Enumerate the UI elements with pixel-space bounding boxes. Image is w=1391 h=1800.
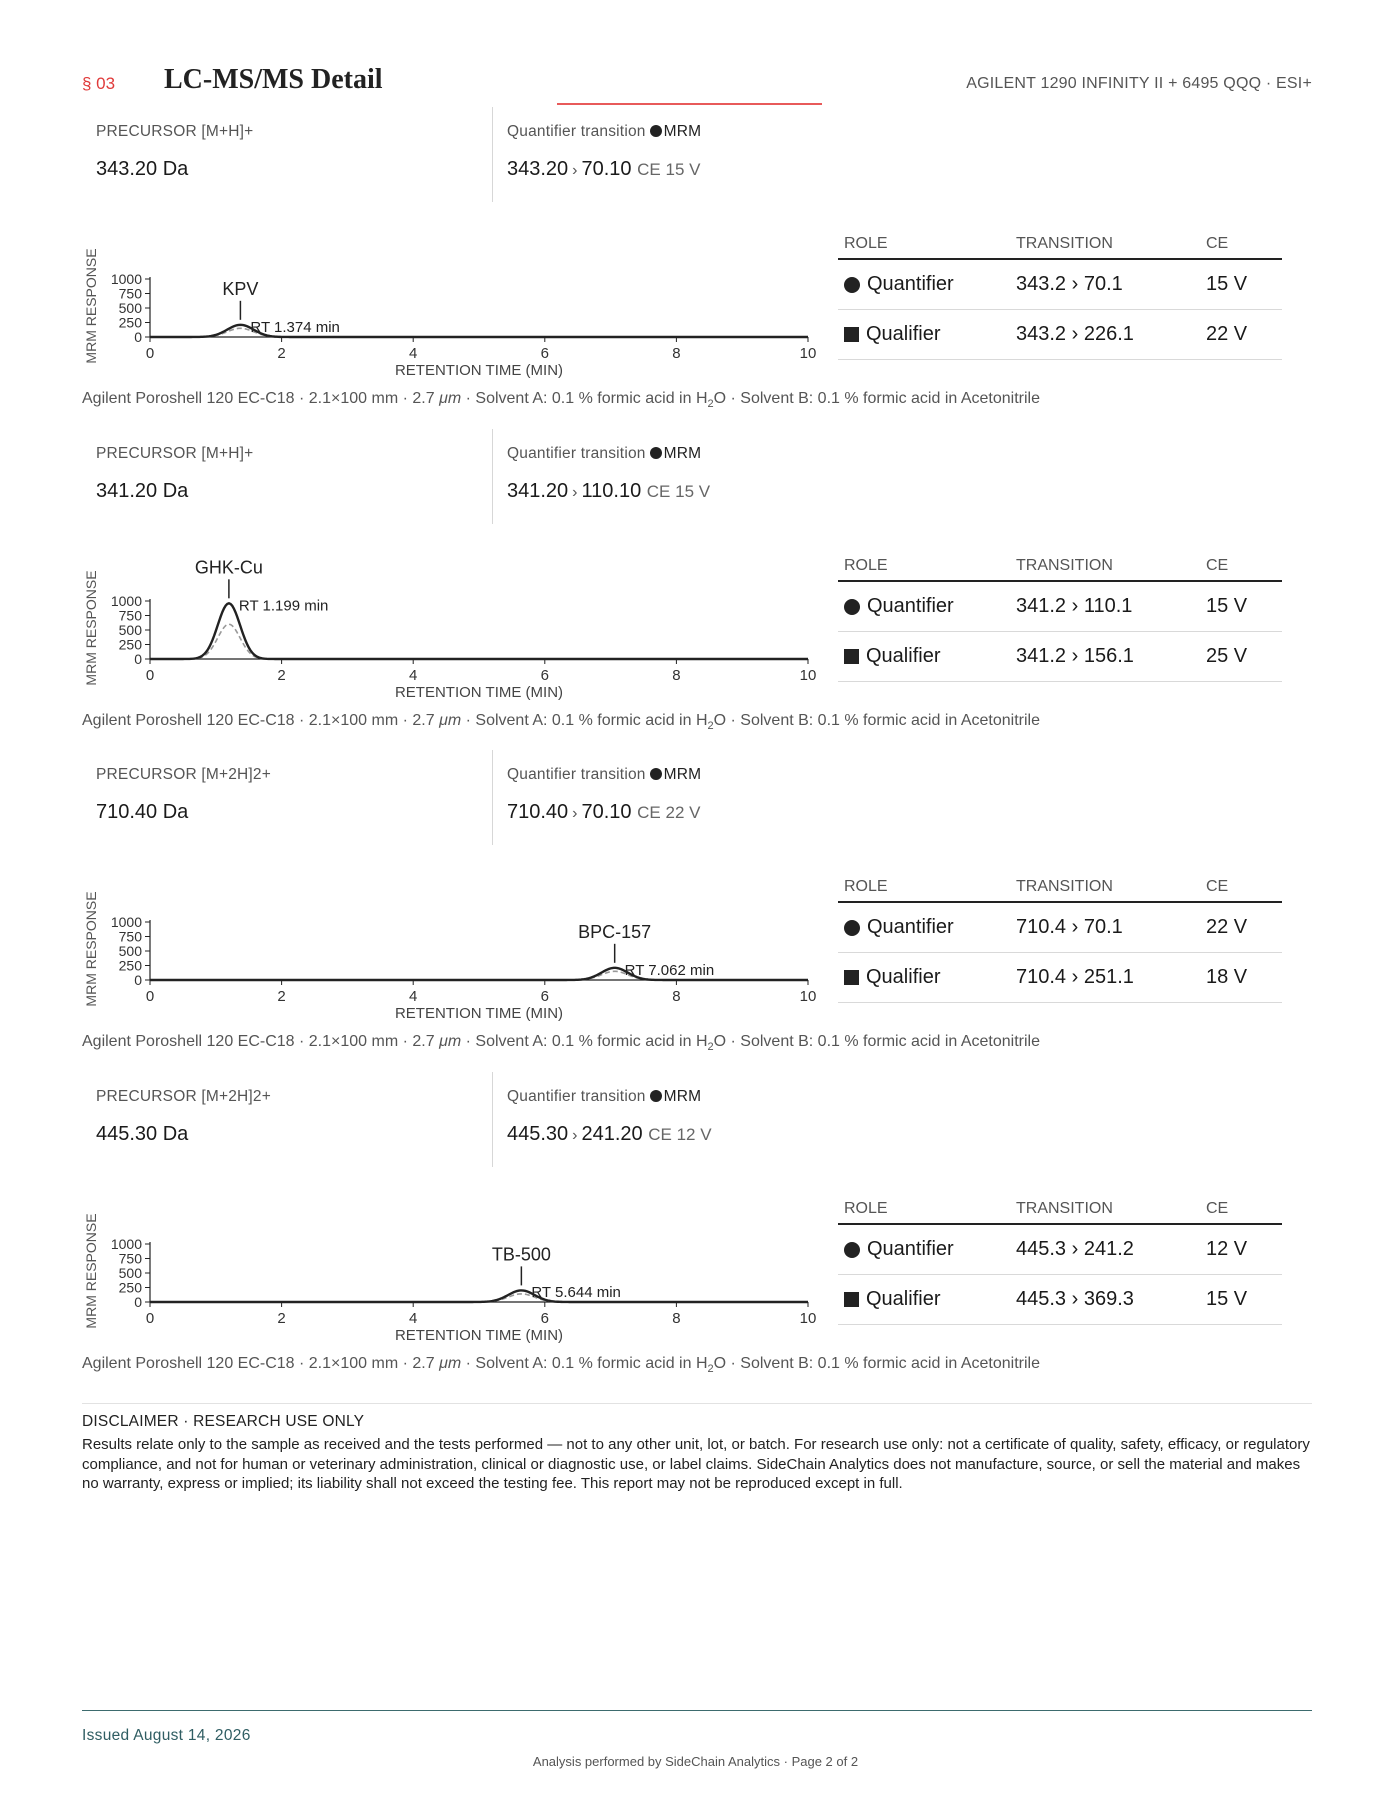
instrument-label: AGILENT 1290 INFINITY II + 6495 QQQ · ESI+ <box>966 75 1312 92</box>
page-footer: Analysis performed by SideChain Analytics · Page 2 of 2 <box>532 1754 859 1769</box>
row-transition: 445.3 › 241.2 <box>1016 1238 1134 1260</box>
mrm-dot-icon <box>650 1090 662 1102</box>
x-axis-label: RETENTION TIME (MIN) <box>394 1005 564 1022</box>
y-axis-label: MRM RESPONSE <box>83 1213 99 1329</box>
qualifier-trace <box>150 624 808 659</box>
x-tick-label: 4 <box>409 345 418 362</box>
x-tick-label: 6 <box>540 345 549 362</box>
y-axis-label: MRM RESPONSE <box>83 891 99 1007</box>
analyte-name: KPV <box>222 278 259 299</box>
row-transition: 710.4 › 70.1 <box>1016 916 1123 938</box>
table-row <box>838 903 1282 953</box>
chromatogram-chart <box>82 865 822 1025</box>
disclaimer-title: DISCLAIMER · RESEARCH USE ONLY <box>82 1413 365 1430</box>
retention-time-label: RT 5.644 min <box>531 1284 621 1301</box>
row-transition: 710.4 › 251.1 <box>1016 966 1134 988</box>
y-tick-label: 500 <box>118 300 142 316</box>
precursor-label: PRECURSOR [M+2H]2+ <box>96 1088 272 1105</box>
x-tick-label: 8 <box>672 667 681 684</box>
y-tick-label: 750 <box>118 607 142 624</box>
precursor-panel <box>82 1072 1312 1167</box>
square-icon <box>844 1292 859 1307</box>
y-tick-label: 750 <box>118 285 142 302</box>
collision-energy: CE 22 V <box>637 803 701 822</box>
circle-icon <box>844 1242 860 1258</box>
page-header <box>82 62 1312 102</box>
x-tick-label: 0 <box>145 988 155 1005</box>
analyte-name: TB-500 <box>491 1244 551 1265</box>
page-title: LC-MS/MS Detail <box>164 64 383 95</box>
collision-energy: CE 12 V <box>648 1125 712 1144</box>
circle-icon <box>844 599 860 615</box>
quant-transition-label: Quantifier transition MRM <box>507 1088 702 1105</box>
quant-transition-value: 343.20 › 70.10 CE 15 V <box>507 158 701 180</box>
precursor-cell <box>82 107 492 202</box>
quantifier-trace <box>150 1290 808 1302</box>
col-transition: TRANSITION <box>1016 878 1113 895</box>
row-role: Quantifier <box>867 1238 954 1260</box>
x-axis-label: RETENTION TIME (MIN) <box>394 1327 564 1344</box>
col-ce: CE <box>1206 557 1229 574</box>
table-row <box>838 260 1282 310</box>
circle-icon <box>844 277 860 293</box>
y-tick-label: 1000 <box>110 271 142 287</box>
x-tick-label: 6 <box>540 1310 549 1327</box>
col-transition: TRANSITION <box>1016 557 1113 574</box>
y-tick-label: 750 <box>118 928 142 945</box>
x-tick-label: 4 <box>409 988 418 1005</box>
chromatogram-chart <box>82 544 822 704</box>
precursor-label: PRECURSOR [M+H]+ <box>96 445 254 462</box>
col-ce: CE <box>1206 878 1229 895</box>
chromatography-conditions: Agilent Poroshell 120 EC-C18 · 2.1×100 mm · 2.7 μm · Solvent A: 0.1 % formic acid in $H_2O$ · Solvent B: 0.1 % formic acid in Acetonitrile <box>82 390 1040 411</box>
x-tick-label: 2 <box>277 988 286 1005</box>
x-tick-label: 2 <box>277 1310 286 1327</box>
row-ce: 22 V <box>1206 323 1248 345</box>
quant-transition-label: Quantifier transition MRM <box>507 766 702 783</box>
table-row <box>838 632 1282 682</box>
row-role: Quantifier <box>867 273 954 295</box>
issued-date: Issued August 14, 2026 <box>82 1727 251 1744</box>
quant-transition-label: Quantifier transition MRM <box>507 445 702 462</box>
transition-table <box>838 547 1282 682</box>
chromatography-conditions: Agilent Poroshell 120 EC-C18 · 2.1×100 mm · 2.7 μm · Solvent A: 0.1 % formic acid in $H_2O$ · Solvent B: 0.1 % formic acid in Acetonitrile <box>82 1033 1040 1054</box>
y-tick-label: 500 <box>118 622 142 638</box>
section-number: § 03 <box>82 74 116 93</box>
quant-transition-cell <box>492 1072 992 1167</box>
row-ce: 15 V <box>1206 595 1248 617</box>
x-tick-label: 8 <box>672 345 681 362</box>
row-role: Qualifier <box>866 1288 941 1310</box>
y-tick-label: 0 <box>134 1294 142 1310</box>
precursor-cell <box>82 1072 492 1167</box>
table-row <box>838 310 1282 360</box>
col-role: ROLE <box>844 557 888 574</box>
retention-time-label: RT 1.199 min <box>238 597 329 615</box>
quant-transition-cell <box>492 107 992 202</box>
precursor-mass: 710.40 Da <box>96 801 189 823</box>
precursor-label: PRECURSOR [M+2H]2+ <box>96 766 272 783</box>
x-tick-label: 6 <box>540 667 549 684</box>
footer-rule <box>82 1710 1312 1711</box>
precursor-panel <box>82 429 1312 524</box>
row-role: Quantifier <box>867 916 954 938</box>
row-ce: 12 V <box>1206 1238 1248 1260</box>
quant-transition-value: 341.20 › 110.10 CE 15 V <box>507 480 711 502</box>
row-transition: 445.3 › 369.3 <box>1016 1288 1134 1310</box>
precursor-cell <box>82 429 492 524</box>
table-row <box>838 1275 1282 1325</box>
x-tick-label: 6 <box>540 988 549 1005</box>
chromatography-conditions: Agilent Poroshell 120 EC-C18 · 2.1×100 mm · 2.7 μm · Solvent A: 0.1 % formic acid in $H_2O$ · Solvent B: 0.1 % formic acid in Acetonitrile <box>82 1355 1040 1376</box>
col-ce: CE <box>1206 235 1229 252</box>
analyte-block <box>0 1072 1391 1394</box>
row-role: Qualifier <box>866 966 941 988</box>
chromatogram-chart <box>82 1187 822 1347</box>
quant-transition-label: Quantifier transition MRM <box>507 123 702 140</box>
table-row <box>838 953 1282 1003</box>
row-role: Quantifier <box>867 595 954 617</box>
table-row <box>838 1225 1282 1275</box>
mrm-label: MRM <box>663 123 702 140</box>
x-tick-label: 0 <box>145 1310 155 1327</box>
table-header <box>838 547 1282 582</box>
x-tick-label: 10 <box>799 1310 817 1327</box>
retention-time-label: RT 7.062 min <box>624 962 715 979</box>
mrm-label: MRM <box>663 766 702 783</box>
quantifier-trace <box>150 325 808 337</box>
quant-transition-value: 445.30 › 241.20 CE 12 V <box>507 1123 712 1145</box>
qualifier-trace <box>150 328 808 337</box>
col-transition: TRANSITION <box>1016 1200 1113 1217</box>
mrm-label: MRM <box>663 1088 702 1105</box>
collision-energy: CE 15 V <box>637 160 701 179</box>
precursor-panel <box>82 750 1312 845</box>
table-row <box>838 582 1282 632</box>
x-tick-label: 10 <box>799 345 817 362</box>
row-transition: 343.2 › 226.1 <box>1016 323 1134 345</box>
row-transition: 341.2 › 156.1 <box>1016 645 1134 667</box>
transition-table <box>838 868 1282 1003</box>
col-role: ROLE <box>844 1200 888 1217</box>
circle-icon <box>844 920 860 936</box>
row-ce: 15 V <box>1206 1288 1248 1310</box>
col-role: ROLE <box>844 235 888 252</box>
y-tick-label: 250 <box>118 636 142 653</box>
table-header <box>838 868 1282 903</box>
mrm-dot-icon <box>650 768 662 780</box>
y-tick-label: 500 <box>118 943 142 959</box>
x-tick-label: 10 <box>799 988 817 1005</box>
retention-time-label: RT 1.374 min <box>250 319 340 336</box>
row-ce: 15 V <box>1206 273 1248 295</box>
row-role: Qualifier <box>866 323 941 345</box>
square-icon <box>844 970 859 985</box>
x-tick-label: 10 <box>799 667 817 684</box>
precursor-panel <box>82 107 1312 202</box>
x-tick-label: 8 <box>672 988 681 1005</box>
row-ce: 18 V <box>1206 966 1248 988</box>
y-tick-label: 750 <box>118 1250 142 1267</box>
x-tick-label: 8 <box>672 1310 681 1327</box>
quant-transition-cell <box>492 429 992 524</box>
square-icon <box>844 649 859 664</box>
y-tick-label: 0 <box>134 329 142 345</box>
x-tick-label: 4 <box>409 1310 418 1327</box>
chromatogram-chart <box>82 222 822 382</box>
table-header <box>838 225 1282 260</box>
x-axis-label: RETENTION TIME (MIN) <box>394 362 564 379</box>
precursor-label: PRECURSOR [M+H]+ <box>96 123 254 140</box>
y-tick-label: 0 <box>134 651 142 667</box>
transition-table <box>838 225 1282 360</box>
y-tick-label: 250 <box>118 957 142 974</box>
row-transition: 343.2 › 70.1 <box>1016 273 1123 295</box>
row-role: Qualifier <box>866 645 941 667</box>
y-tick-label: 250 <box>118 1279 142 1296</box>
table-header <box>838 1190 1282 1225</box>
transition-table <box>838 1190 1282 1325</box>
analyte-name: GHK-Cu <box>194 557 263 578</box>
y-tick-label: 1000 <box>110 1236 142 1252</box>
disclaimer <box>82 1403 1312 1494</box>
x-tick-label: 0 <box>145 345 155 362</box>
chromatography-conditions: Agilent Poroshell 120 EC-C18 · 2.1×100 mm · 2.7 μm · Solvent A: 0.1 % formic acid in $H_2O$ · Solvent B: 0.1 % formic acid in Acetonitrile <box>82 712 1040 733</box>
y-tick-label: 250 <box>118 314 142 331</box>
x-tick-label: 2 <box>277 345 286 362</box>
analyte-name: BPC-157 <box>578 921 652 942</box>
collision-energy: CE 15 V <box>646 482 711 501</box>
y-tick-label: 0 <box>134 972 142 988</box>
y-tick-label: 1000 <box>110 914 142 930</box>
y-tick-label: 1000 <box>110 593 142 609</box>
analyte-block <box>0 750 1391 1072</box>
precursor-cell <box>82 750 492 845</box>
row-transition: 341.2 › 110.1 <box>1016 595 1133 617</box>
col-role: ROLE <box>844 878 888 895</box>
mrm-dot-icon <box>650 447 662 459</box>
disclaimer-body: Results relate only to the sample as received and the tests performed — not to any other unit, lot, or batch. For research use only: not a certificate of quality, safety, efficacy, or regulatory compliance, and not for human or veterinary administration, clinical or diagnostic use, or label claims. SideChain Analytics does not manufacture, source, or sell the material and makes no warranty, express or implied; its liability shall not exceed the testing fee. This report may not be reproduced except in full. <box>82 1436 1310 1492</box>
col-transition: TRANSITION <box>1016 235 1113 252</box>
header-accent-rule <box>557 103 822 105</box>
x-tick-label: 0 <box>145 667 155 684</box>
precursor-mass: 341.20 Da <box>96 480 189 502</box>
x-axis-label: RETENTION TIME (MIN) <box>394 684 564 701</box>
quant-transition-cell <box>492 750 992 845</box>
square-icon <box>844 327 859 342</box>
analyte-block <box>0 429 1391 751</box>
analyte-block <box>0 107 1391 429</box>
y-axis-label: MRM RESPONSE <box>83 248 99 364</box>
x-tick-label: 2 <box>277 667 286 684</box>
quant-transition-value: 710.40 › 70.10 CE 22 V <box>507 801 701 823</box>
mrm-dot-icon <box>650 125 662 137</box>
y-axis-label: MRM RESPONSE <box>83 570 99 686</box>
precursor-mass: 445.30 Da <box>96 1123 189 1145</box>
y-tick-label: 500 <box>118 1265 142 1281</box>
mrm-label: MRM <box>663 445 702 462</box>
row-ce: 25 V <box>1206 645 1248 667</box>
col-ce: CE <box>1206 1200 1229 1217</box>
row-ce: 22 V <box>1206 916 1248 938</box>
x-tick-label: 4 <box>409 667 418 684</box>
precursor-mass: 343.20 Da <box>96 158 189 180</box>
